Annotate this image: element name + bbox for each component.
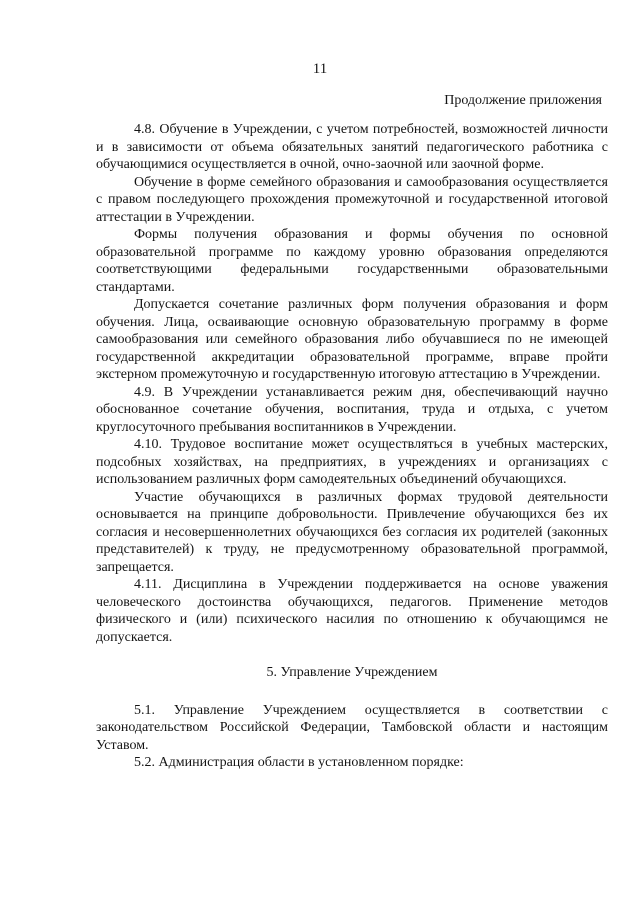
section-heading: 5. Управление Учреждением (266, 665, 438, 680)
continuation-label: Продолжение приложения (444, 93, 602, 108)
page-number: 11 (312, 61, 328, 77)
paragraph-4-9: 4.9. В Учреждении устанавливается режим дня, обеспечивающий научно обоснованное сочетание обучения, воспитания, труда и отдыха, с учетом круглосуточного пребывания воспитанников в Учреждении. (96, 384, 608, 435)
paragraph-combination-forms: Допускается сочетание различных форм получения образования и форм обучения. Лица, осваивающие основную образовательную программу в форме самообразования или семейного образования либо обучавшиеся по не имеющей государственной аккредитации образовательной программе, вправе пройти экстерном промежуточную и государственную итоговую аттестацию в Учреждении. (96, 297, 608, 382)
paragraph-4-11: 4.11. Дисциплина в Учреждении поддерживается на основе уважения человеческого достоинства обучающихся, педагогов. Применение методов физического и (или) психического насилия по отношению к обучающимся не допускается. (96, 577, 608, 645)
paragraph-labor-participation: Участие обучающихся в различных формах трудовой деятельности основывается на принципе добровольности. Привлечение обучающихся без их согласия и несовершеннолетних обучающихся без согласия их родителей (законных представителей) к труду, не предусмотренному образовательной программой, запрещается. (96, 489, 608, 575)
document-body (96, 121, 608, 772)
paragraph-4-10: 4.10. Трудовое воспитание может осуществляться в учебных мастерских, подсобных хозяйствах, на предприятиях, в учреждениях и организациях с использованием различных форм самодеятельных объединений обучающихся. (96, 437, 608, 487)
paragraph-5-1: 5.1. Управление Учреждением осуществляется в соответствии с законодательством Российской Федерации, Тамбовской области и настоящим Уставом. (96, 702, 608, 753)
paragraph-education-forms: Формы получения образования и формы обучения по основной образовательной программе по каждому уровню образования определяются соответствующими федеральными государственными образовательными стандартами. (96, 227, 608, 295)
paragraph-family-education: Обучение в форме семейного образования и самообразования осуществляется с правом последующего прохождения промежуточной и государственной итоговой аттестации в Учреждении. (96, 174, 608, 225)
paragraph-5-2: 5.2. Администрация области в установленном порядке: (134, 755, 464, 770)
paragraph-4-8: 4.8. Обучение в Учреждении, с учетом потребностей, возможностей личности и в зависимости от объема обязательных занятий педагогического работника с обучающимися осуществляется в очной, очно-заочной или заочной форме. (96, 122, 608, 172)
